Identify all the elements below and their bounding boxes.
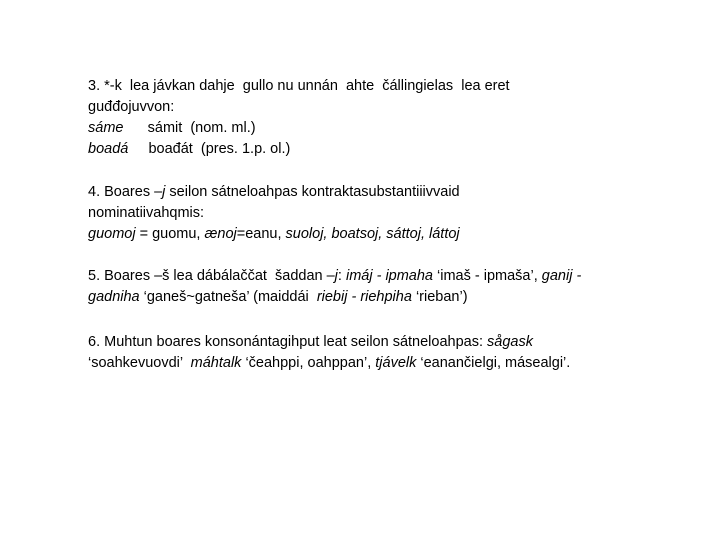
text-run: 5. Boares –š lea dábálaččat šaddan – (88, 268, 335, 284)
italic-text-run: ænoj (204, 226, 237, 242)
text-run: nominatiivahqmis: (88, 205, 205, 221)
text-line (88, 287, 698, 308)
paragraph-3 (88, 76, 698, 160)
text-run: ‘soahkevuovdi’ (88, 355, 191, 371)
italic-text-run: ganij - (541, 268, 582, 284)
paragraph-4 (88, 182, 698, 245)
italic-text-run: suoloj, boatsoj, sáttoj, láttoj (285, 226, 460, 242)
italic-text-run: tjávelk (375, 355, 417, 371)
paragraph-6 (88, 332, 698, 374)
text-run: sámit (nom. ml.) (123, 120, 256, 136)
text-run: ‘rieban’) (411, 289, 468, 305)
text-run: seilon sátneloahpas kontraktasubstantiiivvaid (165, 184, 460, 200)
italic-text-run: j (334, 268, 338, 284)
text-line (88, 139, 698, 160)
paragraph-5 (88, 266, 698, 308)
italic-text-run: imáj - ipmaha (345, 268, 433, 284)
italic-text-run: j (162, 184, 166, 200)
text-line (88, 224, 698, 245)
italic-text-run: gadniha (88, 289, 140, 305)
text-line (88, 353, 698, 374)
text-run: 6. Muhtun boares konsonántagihput leat seilon sátneloahpas: (88, 334, 488, 350)
italic-text-run: guomoj (88, 226, 136, 242)
text-run: ‘imaš - ipmaša’, (433, 268, 542, 284)
text-run: boađát (pres. 1.p. ol.) (128, 141, 291, 157)
italic-text-run: riebij - riehpiha (316, 289, 412, 305)
text-line (88, 332, 698, 353)
text-line (88, 203, 698, 224)
text-line (88, 266, 698, 287)
italic-text-run: sáme (88, 120, 124, 136)
text-line (88, 76, 698, 97)
text-run: ‘eanančielgi, másealgi’. (416, 355, 571, 371)
text-run: 4. Boares – (88, 184, 163, 200)
text-run: = guomu, (135, 226, 205, 242)
text-line (88, 182, 698, 203)
text-line (88, 118, 698, 139)
italic-text-run: boadá (88, 141, 129, 157)
text-run: =eanu, (236, 226, 286, 242)
text-run: : (337, 268, 346, 284)
text-run: guđđojuvvon: (88, 99, 175, 115)
italic-text-run: sågask (487, 334, 533, 350)
italic-text-run: máhtalk (190, 355, 242, 371)
text-line (88, 97, 698, 118)
text-run: 3. *-k lea jávkan dahje gullo nu unnán ahte čállingielas lea eret (88, 78, 510, 94)
text-run: ‘čeahppi, oahppan’, (241, 355, 376, 371)
text-run: ‘ganeš~gatnešа’ (maiddái (139, 289, 317, 305)
